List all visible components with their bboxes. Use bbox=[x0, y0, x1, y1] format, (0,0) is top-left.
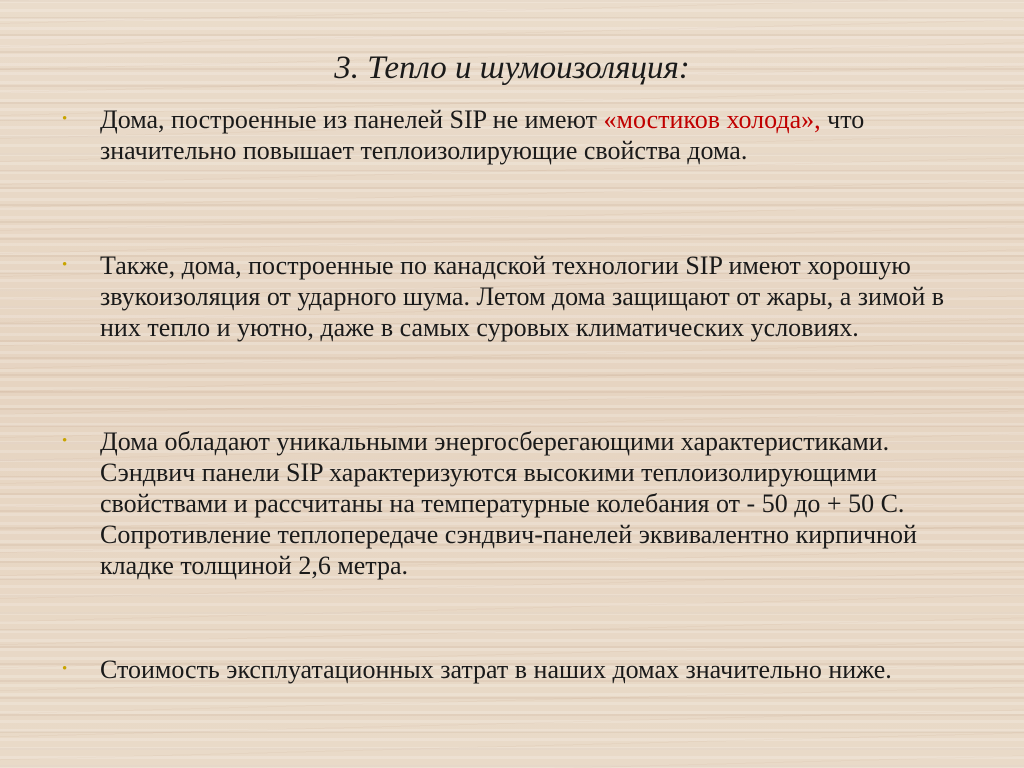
bullet-icon: • bbox=[62, 661, 68, 677]
bullet-text bbox=[100, 104, 960, 166]
bullet-icon: • bbox=[62, 257, 68, 273]
bullet-item-3 bbox=[62, 426, 962, 581]
bullet-text-lead: Дома, построенные из панелей SIP не имеют bbox=[100, 105, 604, 134]
bullet-item-2 bbox=[62, 250, 962, 343]
bullet-text-rest: что значительно повышает теплоизолирующие свойства дома. bbox=[100, 105, 865, 165]
bullet-text: Дома обладают уникальными энергосберегающими характеристиками. Сэндвич панели SIP характеризуются высокими теплоизолирующими свойствами и рассчитаны на температурные колебания от - 50 до + 50 С. Сопротивление теплопередаче сэндвич-панелей эквивалентно кирпичной кладке толщиной 2,6 метра. bbox=[100, 427, 917, 580]
bullet-item-4 bbox=[62, 654, 962, 685]
bullet-text: Стоимость эксплуатационных затрат в наших домах значительно ниже. bbox=[100, 655, 892, 684]
bullet-item-1 bbox=[62, 104, 962, 166]
bullet-text-accent: «мостиков холода», bbox=[603, 105, 821, 134]
bullet-icon: • bbox=[62, 433, 68, 449]
bullet-icon: • bbox=[62, 111, 68, 127]
bullet-text: Также, дома, построенные по канадской технологии SIP имеют хорошую звукоизоляция от ударного шума. Летом дома защищают от жары, а зимой в них тепло и уютно, даже в самых суровых климатических условиях. bbox=[100, 251, 945, 342]
slide-title: 3. Тепло и шумоизоляция: bbox=[334, 50, 690, 86]
